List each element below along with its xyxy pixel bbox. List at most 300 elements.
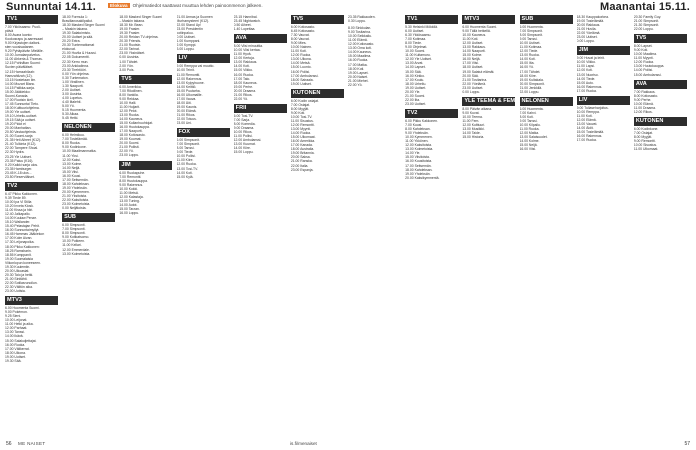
channel-block [291,89,344,172]
program-line: sten vuosisadanen. [5,45,35,50]
listing-column [62,15,115,438]
program-line: 19.10 Urheilu-uutiset. [5,114,38,119]
program-line: 18.00 Sairaala. [290,77,314,82]
program-line: 0.20 Kaikki sarja ulos. [5,162,38,167]
program-line: 7.00 Ostajat. [633,130,654,135]
channel-header: TV2 [5,182,58,191]
program-line: 8.00 Koti. [519,114,534,119]
program-line: 22.00 Tampere Shoal. [5,146,39,151]
program-line: 18.00 Ulkona. [5,350,26,355]
program-line: Viikonlopun koneeseen. [5,260,41,265]
program-line: 8.00 Päivän aikana. [462,106,493,111]
program-line: 22.00 Loppu. [633,27,654,32]
program-line: 11.00 Koti. [576,113,593,118]
program-line: 8.00 Simpsonit. [519,33,543,38]
program-line: 13.00 Salaisuudet. [519,135,548,140]
program-line: 18.00 Australia. [290,147,315,152]
program-line: 8.00 Vankila. [119,92,139,97]
program-line: 16.00 Ulkomaille. [176,92,203,97]
channel-block [634,34,687,76]
program-line: 23.15 Hannibal. [233,15,258,19]
program-line: 17.00 Kolm Aivan. [5,236,33,241]
program-line: 23.45 K-18 ulos... [5,170,32,175]
program-line: 7.00 Simpsonit. [62,227,86,232]
program-line: 19.00 Lapset. [348,70,369,75]
program-line: 19.30 Frasier. [119,31,141,36]
program-line: 9.00 Koti. [290,110,306,115]
program-line: 6.00 Ruokapuhe. [119,170,146,175]
program-line: 16.00 Rakennus. [576,134,603,139]
program-line: 9.00 Draama. [233,126,255,131]
program-line: 20.00 Rakkaus. [576,23,601,28]
program-line: 10.00 Elämä. [633,101,654,106]
program-line: 15.00 Viisitoista. [405,155,430,160]
tv-listing-grid [5,15,691,438]
program-line: 22.00 Yöelämä. [576,31,601,36]
program-line: 17.00 Talo. [233,76,251,81]
channel-block [234,15,287,31]
program-line: 0.00 Neljätoista. [62,206,87,211]
program-line: 13.00 Tanssi. [5,330,25,335]
program-line: 13.00 Oma koti. [348,46,372,51]
program-line: 9.00 Tiede. [176,150,194,155]
program-line: 3.00 Loppu. [176,47,195,52]
program-line: 12.40 Jalkapallo. [5,212,31,217]
program-line: 17.00 Viisi. [462,61,479,66]
program-line: 15.00 Auto. [576,80,594,85]
program-line: 10.00 Seikkailu. [348,34,372,39]
program-line: 10.00 Putkeen. [62,239,85,244]
listing-column [177,15,230,438]
program-line: 10.00 Ipa Vi Stilla [5,199,32,204]
channel-header: FOX [177,128,230,137]
program-line: 22.00 Yö. [233,96,249,101]
program-line: 23.00 Uutisia. [5,289,26,294]
program-line: 11.00 Yksi. [62,153,79,158]
program-line: 21.00 Rikos. [176,113,196,117]
program-line: 21.30 Simpsonit. [633,23,660,28]
program-line: 6.00 Uutiset. [405,29,425,34]
program-line: elokuvat. [62,47,76,52]
program-line: 20.00 Reidan TV-ohjelma. [119,35,159,40]
program-line: Suomi-Kanada. [5,93,29,98]
program-line: 10.00 Viikko. [576,60,597,65]
program-line: 16.00 Loppu. [119,211,140,216]
program-line: 11.00 Kellari. [62,243,82,248]
channel-block [234,104,287,155]
channel-header: LIV [177,54,230,63]
program-line: 18.00 Masked Singer Suomi [119,15,162,19]
program-line: 17.30 Leijonapoika. [5,240,35,245]
program-line: 6.00 Huomenta. [519,106,544,111]
program-line: 13.00 Tuning. [119,198,140,203]
channel-block [119,15,172,72]
program-line: 22.00 Yö. [119,149,134,154]
program-line: 19.00 Kultakala. [519,77,544,82]
program-line: 19.00 Britannia. [290,151,315,156]
program-line: 11.00 Metsä. [119,190,139,195]
program-line: 15.00 Viikko. [233,68,254,73]
program-line: 20.00 Uutiset ja sää. [62,35,94,40]
program-line: 12.00 Ruoka. [633,60,654,65]
program-line: 12.15 Pohhåtan Suomi: [5,61,41,66]
channel-header: KUTONEN [291,89,344,98]
channel-block [119,75,172,158]
program-line: 13.00 Kuumat. [233,142,256,147]
program-line: 15.00 Kylä. [176,174,194,179]
program-line: 15.00 Tarzan. [119,207,140,212]
program-line: 9.00 Tällä hetkellä. [462,29,491,34]
program-line: 8.00 Kotiosasto. [633,93,659,98]
program-line: 14.00 Yle. [405,151,421,156]
program-line: 0.00 Uusinta. [119,55,140,60]
program-line: 18.55 Kumppanit. [5,252,32,257]
program-line: 18.00 Kotiosasto. [119,133,146,138]
program-line: 14.00 Poliisi. [633,68,654,73]
program-line: 13.00 Kolmetoista. [62,251,91,256]
program-line: 12.00 Uutiset. [462,41,484,46]
program-line: 16.45 Hammas Jääkiekon [5,232,45,237]
program-line: 11.00 Elämä. [348,38,368,43]
program-line: 21.00 Simpsonit. [633,19,660,24]
program-line: 20.00 Saksa. [290,155,311,160]
program-line: 8.00 Kahdeksan. [405,127,431,132]
program-line: 1.00 Kumppani. [176,39,201,44]
program-line: 6.00 Kodinkone. [633,126,659,131]
program-line: 22.05 Dokumentti. [62,55,90,60]
program-line: 1.00 Tähdet. [119,59,139,64]
program-line: 19.30 Salatoimisto. [62,31,91,36]
channel-block [177,54,230,125]
program-line: 12.00 Remontti. [290,123,315,128]
program-line: 14.00 Ruoka. [290,131,311,136]
program-line: 7.00 Kahvi. [519,110,537,115]
channel-block [62,15,115,120]
program-line: 13.00 Kylpyhuone. [176,80,205,85]
program-line: 13.00 Ruoka. [119,113,140,118]
program-line: 12.00 Ambulanssi. [233,138,262,143]
program-line: 19.00 Uutiset. [5,354,26,359]
program-line: 21.00 Huvila & Huussi. [62,51,97,56]
program-line: 1.00 Virallinen. [62,79,85,84]
program-line: 16.00 Ruoka. [348,58,369,63]
program-line: 8.00 Tiede. [405,41,422,46]
program-line: 17.00 Ambulanssi. [290,73,319,78]
channel-header: NELONEN [62,123,115,132]
program-line: 20.00 Suomi. [119,141,140,146]
magazine-name: ME NAISET [18,441,46,446]
program-line: 20.00 Sää. [462,73,479,78]
program-line: 20.00 Elämä. [176,108,197,113]
program-line: 11.00 Sisustus. [290,118,314,123]
program-line: 21.00 Miehet. [348,78,369,83]
program-line: 22.00 Ilta. [405,97,421,102]
program-line: 0.00 Loppu. [462,89,481,94]
program-line: 16.00 Neljä. [462,57,481,62]
program-line: 17.45 Sunnuntai Tieto. [5,101,39,106]
program-line: 10.00 Teinit. [176,68,195,73]
program-line: 13.00 Nuoriso. [576,72,599,77]
program-line: 14.00 Lapset. [405,65,426,70]
program-line: 19.00 Uutiset. [290,81,312,86]
channel-header: KUTONEN [634,117,687,126]
program-line: 10.00 Sisustus. [633,143,658,148]
program-line: 18.00 Kahdeksan. [405,167,433,172]
program-line: 23.50 Reserviläiset. [5,174,35,179]
program-line: 5.30 Alkaa. [62,112,79,117]
program-line: 11.00 Ruoka. [519,127,540,132]
program-line: 9.00 Tanssi. [519,37,538,42]
program-line: 14.15 Palikka-sarja. [5,85,35,90]
channel-header: TV2 [405,109,458,118]
program-line: 9.00 Pokémon. [5,310,28,315]
program-line: 9.00 Kirjastojen daltoni- [5,41,41,46]
program-line: 15.00 Kullanhuuhtojat. [119,121,154,126]
program-line: 15.00 Neljä. [519,143,538,148]
program-line: 12.15 Hamzahilzah: [5,69,35,74]
program-line: 18.00 Formula 1: [62,15,88,19]
channel-block [234,34,287,101]
program-line: 8.00 Viisi minuuttia. [233,44,263,49]
program-line: 12.00 Kotiosasto. [348,42,375,47]
program-line: 23.00 Presidentin [176,27,203,32]
program-line: 7.00 Rikollinen. [119,88,143,93]
program-line: 17.00 Ruotsin kieli. [5,97,34,102]
program-line: 10.00 Tosi-TV. [290,114,313,119]
page-number-right: 57 [684,441,690,447]
program-line: 18.00 Kulttuuriohjelma. [5,105,40,110]
program-line: 7.00 Sarja. [233,117,251,122]
program-line: 21.00 Armas ja Suomen [176,15,213,19]
program-line: 19.00 Salatut elämät. [462,69,495,74]
program-line: 22.00 Yö. [348,82,363,87]
program-line: 15.00 Sää. [405,69,422,74]
program-line: 5.00 Yö. [62,104,75,109]
channel-header: YLE TEEMA & FEM [464,97,516,104]
program-line: 21.00 Huvila. [576,27,597,32]
program-line: 9.00 Rakennus. [119,182,144,187]
channel-header: AVA [234,34,287,43]
program-line: 12.00 Emmerdale. [62,247,90,252]
program-line: 11.00 Lapsi. [576,64,595,69]
program-line: 15.00 Ambulanssi. [633,72,662,77]
program-line: 12.00 Rakennus. [176,76,203,81]
page-footer [0,440,696,450]
program-line: 17.00 Naapurit. [119,129,143,134]
program-line: 11.00 Hetki ja aika. [5,322,34,327]
listing-column [348,15,401,438]
program-line: 7.00 Kotimaa. [405,37,427,42]
program-line: 13.00 Rakkaus. [462,45,486,50]
program-line: 21.00 Yksitoista. [62,194,87,198]
program-line: 12.00 Yle Uutiset. [405,57,432,62]
listing-column [5,15,58,438]
program-line: 9.00 Rekkaa. [119,96,140,101]
program-line: 10.00 Kymmenen. [405,135,433,140]
channel-header: MTV3 [462,15,515,24]
program-line: 1.30 Naapurit. [62,83,84,88]
notice-text: Ohjelmatiedot saattavat muuttua lehden painoonmenon jälkeen. [132,3,263,8]
program-line: 21.00 Poliisit. [119,145,140,150]
program-line: 17.00 Tähdet. [519,69,541,74]
program-line: 19.15 Sää ja uutiset. [5,118,36,123]
program-line: 10.00 Nainen. [290,45,312,50]
program-line: 11.00 Draama. [633,105,657,110]
channel-block [5,182,58,293]
program-line: 19.00 Uutiset. [405,85,427,90]
channel-block [634,15,687,31]
program-line: 21.40 Tulkinta (K12). [5,142,37,147]
program-line: 11.00 Koti. [462,37,479,42]
program-line: 18.00 Kiire. [519,73,537,78]
program-line: 8.00 Simpsonit. [62,231,86,236]
program-line: 11.00 Ahkeria & Thomas. [5,57,43,62]
program-line: 17.00 Kanada. [290,143,313,148]
program-line: 15.00 Ulkomaat. [290,135,316,140]
program-line: 19.00 Perhe. [233,84,254,89]
program-line: 20.00 Manhattan. [5,126,32,131]
program-line: 19.30 Kuulemiin. [5,264,31,269]
program-line: 9.00 Perhe. [633,97,652,102]
program-line: 16.00 Amerikka. [290,139,316,144]
program-line: 14.00 Kauneus. [119,117,144,122]
program-line: 14.00 Koti. [233,64,250,69]
program-line: 19.00 Yhdeksän. [62,185,88,190]
program-line: 15.00 Luonto. [290,65,312,70]
program-line: 20.30 Family Guy. [633,15,662,19]
program-line: 6.00 Huomenta. [519,25,544,29]
program-line: 9.00 Mies. [290,41,307,46]
listing-column [291,15,344,438]
program-line: 12.00 Koti. [576,68,593,73]
program-line: 23.00 Espanja. [290,167,314,172]
listing-column [234,15,287,438]
program-line: 22.00 Yöelämä. [462,81,487,86]
program-line: 21.00 Ranska. [290,159,313,164]
program-line: 12.00 Kertoja. [233,56,255,61]
program-line: 6.47 Pikku Kakkonen. [5,191,38,196]
program-line: 23.45 Nightwatch. [233,19,261,24]
program-line: 13.15 Nostetaan ilm. [5,77,37,82]
program-line: 22.00 Loppu. [519,89,540,94]
program-line: 8.00 Avara luonto: [5,33,33,38]
channel-block [577,96,630,142]
program-line: 21.00 Tositarina. [462,77,488,82]
program-line: 22.00 Tarinat. [119,47,140,52]
program-line: 19.00 Kuumat. [119,137,142,142]
program-line: Kookosrapu ja aarresaari [5,37,43,42]
program-line: 23.35 Hamburger. [5,166,33,171]
channel-header: MTV3 [5,296,58,305]
program-line: 7.00 Ostajat. [290,102,311,107]
program-line: 7.00 Rakkaus. [633,89,656,94]
program-line: 8.00 Myyjät. [633,134,653,139]
program-line: 6.00 Tosi-TV. [233,113,254,118]
program-line: 21.00 Jenkkilä. [519,85,543,90]
program-line: 15.00 Loppu. [233,150,254,155]
program-line: 6.00 Helmikuu. [62,133,85,138]
program-line: 17.00 Seitsemän. [62,177,89,182]
program-line: 5.45 Hetki. [62,116,79,121]
program-line: 12.00 Ruoka. [176,162,197,167]
program-line: 15.00 Puutarha. [176,88,201,93]
program-line: 7.30 Vauvat. [290,33,310,38]
channel-block [177,15,230,51]
listing-column [634,15,687,438]
program-line: 20.00 Kymmenen. [62,189,90,194]
channel-block [462,97,515,139]
program-line: 13.00 Tosi-TV. [176,166,198,171]
program-notice [108,3,263,8]
program-line: 12.00 Ruoka. [290,53,311,58]
channel-block [634,80,687,114]
program-line: 14.00 Kauneus. [348,50,372,55]
channel-header: FRII [234,104,287,113]
program-line: 10.00 Kokki. [119,186,138,191]
program-line: 8.00 Tanssi. [176,146,195,151]
program-line: 23.00 Uutiset. [462,85,484,90]
website: is.fi/menaiset [290,441,317,446]
channel-header: NELONEN [520,97,573,106]
program-line: 16.00 Ruoka. [233,72,254,77]
program-line: 10.00 Teema. [462,114,483,119]
channel-header: TV5 [291,15,344,24]
program-line: 18.30 Kauppakorkea. [576,15,609,19]
program-line: 0.30 Loppu. [348,19,366,24]
program-line: 18.00 Äiti. [176,100,192,105]
program-line: 8.00 Vauvat. [290,37,310,42]
program-line: 6.00 Amerikka. [119,84,142,89]
program-line: 9.00 Koti. [633,48,649,53]
program-line: 9.00 Kuvat. [462,110,480,115]
program-line: 6.00 Huomenta Suomi. [5,306,40,311]
page-header [0,0,696,14]
channel-block [119,161,172,216]
program-line: 8.00 Huutokauppa. [119,178,148,183]
program-line: 13.00 Myynti. [290,127,311,132]
program-line: 8.00 Komedia. [233,121,256,126]
channel-header: TV5 [634,34,687,43]
program-line: 14.00 Taide. [462,131,481,136]
listing-column [405,15,458,438]
program-line: 5.30 Helsinki Mökkilä. [405,25,438,29]
program-line: 22.00 Totuus. [176,117,197,122]
program-line: 16.00 Yö. [519,65,534,70]
program-line: 16.00 Kirkko. [405,73,425,78]
channel-block [520,15,573,94]
program-line: 20.20 Extra. [62,39,81,44]
program-line: 14.00 Kuulaw Penze. [5,216,38,221]
program-line: 13.00 Huutokauppa. [633,64,665,69]
program-line: 15.00 Jääkiekko: [5,89,31,94]
program-line: 6.00 Huomenta Suomi. [462,25,498,29]
program-line: 22.00 Stand Up! [176,23,202,28]
program-line: 11.00 Poliisi. [233,134,253,139]
program-line: 23.35 Rakkauden. [348,15,376,19]
program-line: 17.00 Vauva. [176,96,197,101]
program-line: 1.40 Lopettaa. [233,27,256,32]
program-line: 12.00 Kulttuuri. [462,123,486,128]
notice-tag: Elokuva [110,3,128,8]
program-line: 12.00 Parhaat. [5,326,28,331]
program-line: 11.00 Hyvä. [233,52,252,57]
program-line: 19.30 Sää. [5,358,22,363]
program-line: 17.00 Matka. [348,62,368,67]
program-line: 17.00 Ruoka. [576,88,597,93]
program-line: 22.30 Kerro mun. [62,59,89,64]
program-line: 6.00 Kodin ostajat. [290,98,319,103]
program-line: 13.00 Arvat. [405,61,424,66]
